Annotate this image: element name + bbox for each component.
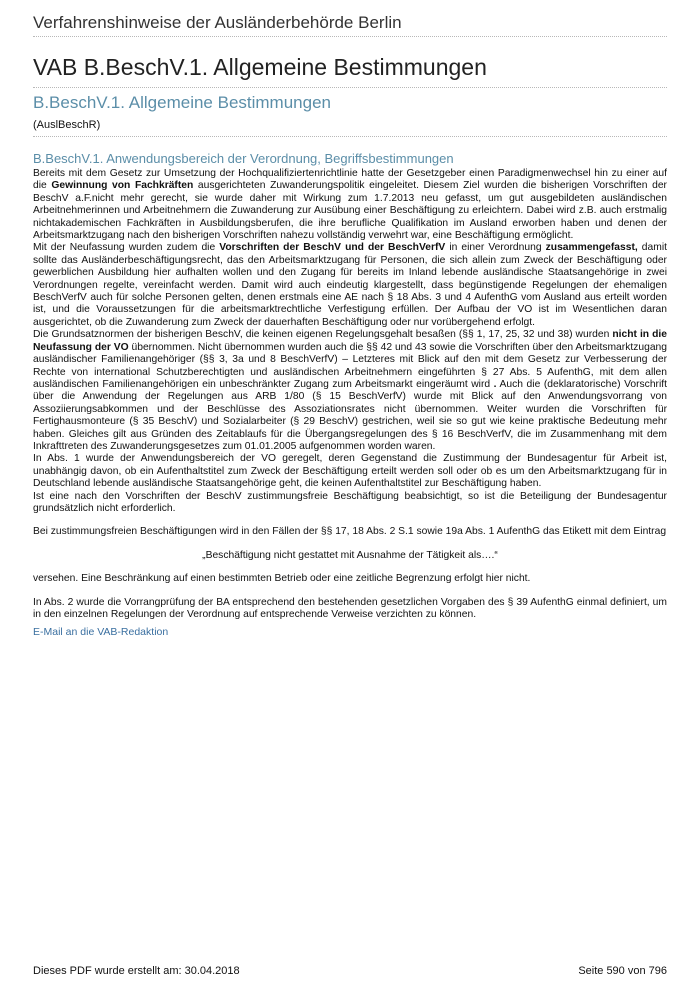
page-title: VAB B.BeschV.1. Allgemeine Bestimmungen [33, 54, 487, 80]
section-note: (AuslBeschR) [33, 119, 101, 131]
paragraph-1: Bereits mit dem Gesetz zur Umsetzung der Hochqualifiziertenrichtlinie hatte der Gesetzgeber einen Paradigmenwechsel hin zu einer auf die Gewinnung von Fachkräften ausgerichteten Zuwanderungspolitik eingeleitet. Diesem Ziel wurden die bisherigen Vorschriften der BeschV a.F.nicht mehr gerecht, sie wurde daher mit Wirkung zum 1.7.2013 neu gefasst, um gut ausgebildeten ausländischen Arbeitnehmerinnen und Arbeitnehmern die Zuwanderung zur Ausübung einer Beschäftigung zu erleichtern. Dabei wird z.B. auch erstmalig nichtakademischen Fachkräften in Ausbildungsberufen, die ihre berufliche Qualifikation im Ausland erworben haben und denen der Arbeitsmarktzugang nach den bisherigen Vorschriften nahezu vollständig verwehrt war, eine Beschäftigung ermöglicht. [33, 168, 667, 242]
paragraph-3: Die Grundsatznormen der bisherigen BeschV, die keinen eigenen Regelungsgehalt besaßen (§§ 1, 17, 25, 32 und 38) wurden nicht in die Neufassung der VO übernommen. Nicht übernommen wurden auch die §§ 42 und 43 sowie die Vorschriften über den Arbeitsmarktzugang ausländischer Familienangehöriger (§§ 3, 3a und 8 BeschVerfV) – Letzteres mit Blick auf den mit dem Gesetz zur Verbesserung der Rechte von international Schutzberechtigten und ausländischen Arbeitnehmern eingeführten § 27 Abs. 5 AufenthG, mit dem allen ausländischen Familienangehörigen ein unbeschränkter Zugang zum Arbeitsmarkt eingeräumt wird . Auch die (deklaratorische) Vorschrift über die Anwendung der Regelungen aus ARB 1/80 (§ 15 BeschVerfV) wurde mit Blick auf den Anwendungsvorrang von Assoziierungsabkommen und der Beschlüsse des Assoziationsrates nicht übernommen. Weiter wurden die Vorschriften für Fertighausmonteure (§ 35 BeschV) und Sozialarbeiter (§ 29 BeschV) gestrichen, weil sie so gut wie keine praktische Bedeutung mehr haben. Gleiches gilt aus Gründen des Zeitablaufs für die Übergangsregelungen des § 16 BeschVerfV, die im Zusammenhang mit dem Inkrafttreten des Zuwanderungsgesetzes zum 01.01.2005 aufgenommen worden waren. [33, 329, 667, 452]
footer-created-date: Dieses PDF wurde erstellt am: 30.04.2018 [33, 965, 240, 977]
body-text [33, 168, 667, 639]
section-heading: B.BeschV.1. Allgemeine Bestimmungen [33, 93, 331, 112]
footer-page-number: Seite 590 von 796 [578, 965, 667, 977]
quoted-entry: „Beschäftigung nicht gestattet mit Ausnahme der Tätigkeit als….“ [202, 549, 498, 561]
paragraph-2: Mit der Neufassung wurden zudem die Vorschriften der BeschV und der BeschVerfV in einer Verordnung zusammengefasst, damit sollte das Ausländerbeschäftigungsrecht, das den Arbeitsmarktzugang für Personen, die sich allein zum Zweck der Beschäftigung oder gewerblichen Ausbildung hier aufhalten wollen und den Zugang für bereits im Inland lebende ausländische Staatsangehörige in zwei Verordnungen regelte, vereinfacht werden. Damit wird auch eindeutig klargestellt, dass begünstigende Regelungen der ehemaligen BeschVerfV auch für solche Personen gelten, denen erstmals eine AE nach § 18 Abs. 3 und 4 AufenthG vom Ausland aus erteilt worden ist, und die Voraussetzungen für die arbeitsmarktrechtliche Verfestigung erfüllen. Der Aufbau der VO ist im Wesentlichen daran ausgerichtet, ob die Zuwanderung zum Zweck der dauerhaften Beschäftigung oder nur vorübergehend erfolgt. [33, 242, 667, 328]
subsection-heading: B.BeschV.1. Anwendungsbereich der Verordnung, Begriffsbestimmungen [33, 151, 454, 166]
paragraph-6: Bei zustimmungsfreien Beschäftigungen wird in den Fällen der §§ 17, 18 Abs. 2 S.1 sowie 19a Abs. 1 AufenthG das Etikett mit dem Eintrag [33, 526, 667, 538]
paragraph-4: In Abs. 1 wurde der Anwendungsbereich der VO geregelt, deren Gegenstand die Zustimmung der Bundesagentur für Arbeit ist, unabhängig davon, ob ein Aufenthaltstitel zum Zweck der Beschäftigung erteilt werden soll oder ob es um den Arbeitsmarktzugang für in Deutschland lebende ausländische Staatsangehörige geht, die keinen Aufenthaltstitel zur Beschäftigung haben. [33, 453, 667, 490]
divider [33, 87, 667, 88]
paragraph-8: In Abs. 2 wurde die Vorrangprüfung der BA entsprechend den bestehenden gesetzlichen Vorgaben des § 39 AufenthG einmal definiert, um in den einzelnen Regelungen der Verordnung auf entsprechende Verweise verzichten zu können. [33, 596, 667, 620]
email-editor-link[interactable]: E-Mail an die VAB-Redaktion [33, 626, 169, 639]
divider [33, 36, 667, 37]
site-title: Verfahrenshinweise der Ausländerbehörde Berlin [33, 13, 402, 32]
paragraph-5: Ist eine nach den Vorschriften der BeschV zustimmungsfreie Beschäftigung beabsichtigt, so ist die Beteiligung der Bundesagentur grundsätzlich nicht erforderlich. [33, 490, 667, 514]
paragraph-7: versehen. Eine Beschränkung auf einen bestimmten Betrieb oder eine zeitliche Begrenzung erfolgt hier nicht. [33, 573, 531, 585]
divider [33, 136, 667, 137]
